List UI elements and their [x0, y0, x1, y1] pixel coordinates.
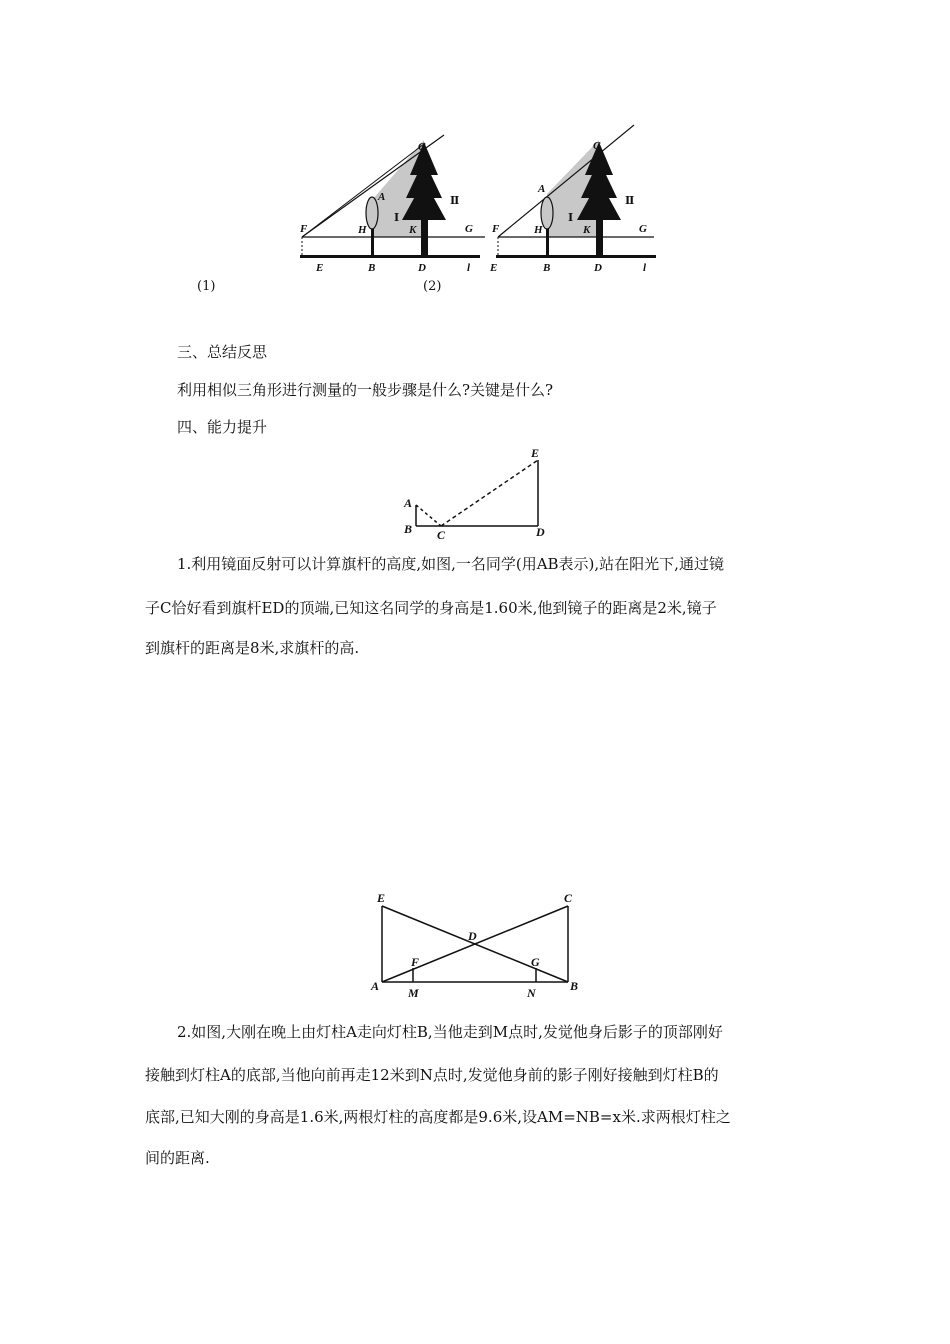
- label-p1-D: D: [536, 525, 545, 539]
- section3-heading: 三、总结反思: [177, 343, 268, 361]
- problem2-line3: 底部,已知大刚的身高是1.6米,两根灯柱的高度都是9.6米,设AM=NB=x米.求两根灯柱之: [145, 1108, 731, 1126]
- label-p2-C: C: [564, 891, 573, 905]
- mirror-reflection-figure: [395, 444, 555, 540]
- label-1-G: G: [465, 223, 473, 235]
- caption-figure-2: (2): [423, 279, 442, 294]
- label-1-l: l: [467, 262, 471, 274]
- label-p1-C: C: [437, 528, 446, 540]
- label-1-H: H: [358, 224, 367, 236]
- label-2-II: Ⅱ: [625, 195, 635, 207]
- label-p1-E: E: [531, 446, 540, 460]
- label-1-I: Ⅰ: [394, 212, 400, 224]
- label-p2-M: M: [408, 986, 419, 1000]
- section4-heading: 四、能力提升: [177, 418, 268, 436]
- label-2-C: C: [593, 140, 601, 152]
- label-2-B: B: [543, 262, 551, 274]
- problem2-line4: 间的距离.: [145, 1149, 210, 1167]
- figure-1: [299, 135, 485, 274]
- label-1-K: K: [409, 224, 417, 236]
- label-2-G: G: [639, 223, 647, 235]
- label-p2-E: E: [377, 891, 386, 905]
- problem2-line1: 2.如图,大刚在晚上由灯柱A走向灯柱B,当他走到M点时,发觉他身后影子的顶部刚好: [177, 1023, 723, 1041]
- problem1-line2: 子C恰好看到旗杆ED的顶端,已知这名同学的身高是1.60米,他到镜子的距离是2米,镜子: [145, 599, 717, 617]
- person-a-ellipse: [366, 197, 378, 229]
- section3-question: 利用相似三角形进行测量的一般步骤是什么?关键是什么?: [177, 381, 554, 399]
- label-2-D: D: [594, 262, 602, 274]
- label-p2-B: B: [570, 979, 579, 993]
- label-2-F: F: [492, 223, 500, 235]
- label-2-E: E: [490, 262, 498, 274]
- label-1-A: A: [378, 191, 386, 203]
- tree-measurement-figure: [290, 120, 660, 280]
- label-p2-D: D: [468, 929, 477, 943]
- label-1-D: D: [418, 262, 426, 274]
- label-p2-G: G: [531, 955, 540, 969]
- problem1-line1: 1.利用镜面反射可以计算旗杆的高度,如图,一名同学(用AB表示),站在阳光下,通过镜: [177, 555, 724, 573]
- problem1-line3: 到旗杆的距离是8米,求旗杆的高.: [145, 639, 360, 657]
- figure-2: [489, 125, 656, 274]
- label-2-H: H: [534, 224, 543, 236]
- problem2-line2: 接触到灯柱A的底部,当他向前再走12米到N点时,发觉他身前的影子刚好接触到灯柱B的: [145, 1066, 719, 1084]
- label-2-l: l: [643, 262, 647, 274]
- label-1-B: B: [368, 262, 376, 274]
- lamp-posts-figure: [368, 888, 584, 1000]
- caption-figure-1: (1): [197, 279, 216, 294]
- label-1-E: E: [316, 262, 324, 274]
- label-1-F: F: [300, 223, 308, 235]
- label-2-A: A: [538, 183, 546, 195]
- label-2-I: Ⅰ: [568, 212, 574, 224]
- label-p2-A: A: [371, 979, 380, 993]
- label-p1-A: A: [404, 496, 413, 510]
- label-2-K: K: [583, 224, 591, 236]
- label-p1-B: B: [404, 522, 413, 536]
- label-p2-F: F: [411, 955, 420, 969]
- label-1-C: C: [418, 141, 426, 153]
- label-1-II: Ⅱ: [450, 195, 460, 207]
- person-a-ellipse-2: [541, 197, 553, 229]
- label-p2-N: N: [527, 986, 536, 1000]
